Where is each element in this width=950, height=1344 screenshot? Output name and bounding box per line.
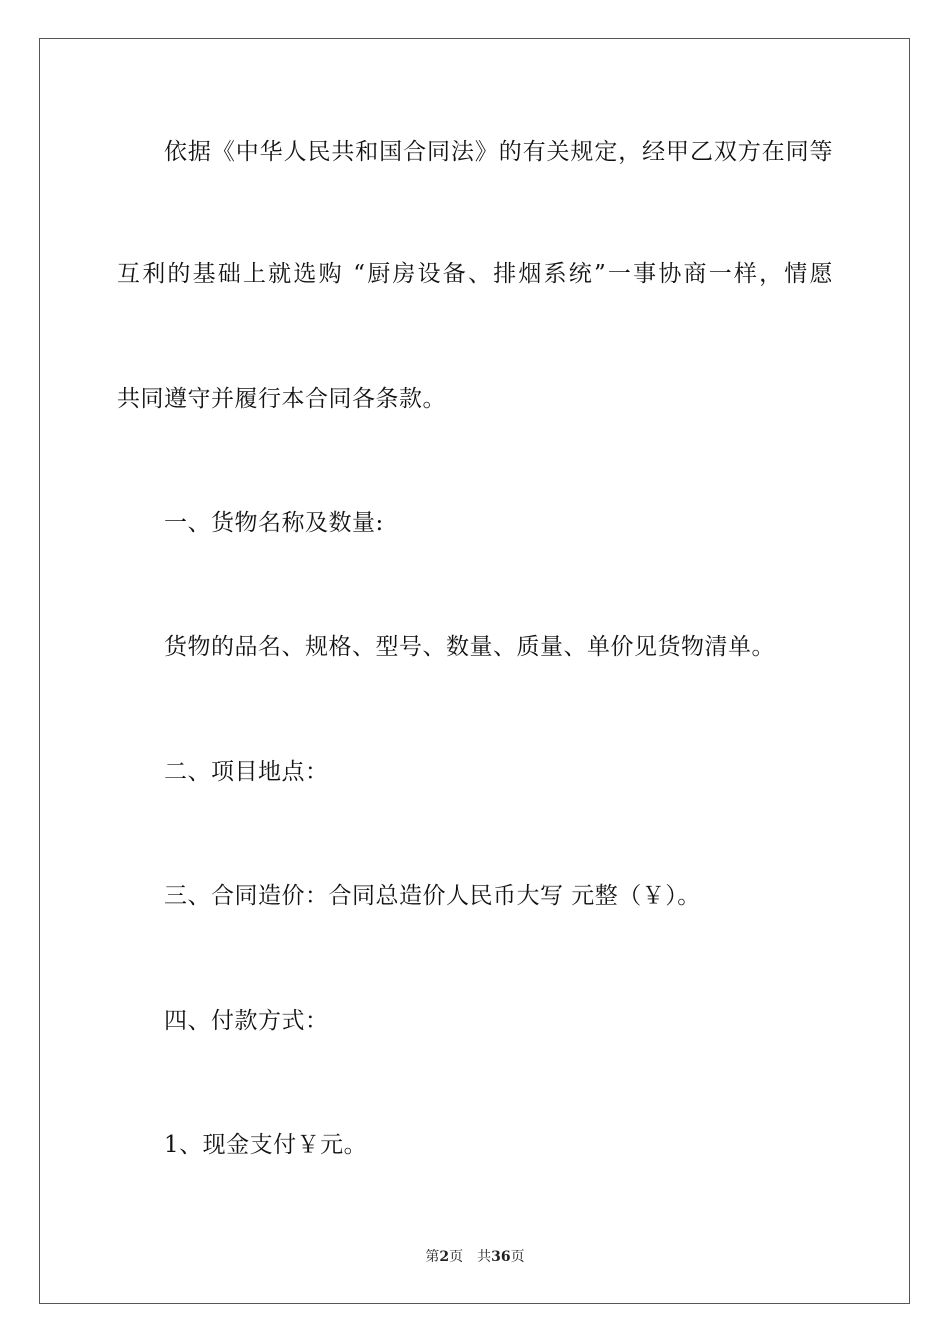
section-1-body: 货物的品名、规格、型号、数量、质量、单价见货物清单。 [164,634,775,660]
section-2-heading: 二、项目地点： [164,759,329,785]
footer-page-number: 2 [439,1249,450,1265]
section-1-heading: 一、货物名称及数量: [164,510,384,536]
page-footer [0,1248,950,1266]
footer-total-pages: 36 [491,1249,511,1265]
footer-page-suffix: 页 [449,1249,464,1265]
intro-line-3: 共同遵守并履行本合同各条款。 [117,386,446,412]
section-3-heading: 三、合同造价：合同总造价人民币大写 元整（￥）。 [164,883,701,909]
section-4-heading: 四、付款方式： [164,1008,329,1034]
footer-total-prefix: 共 [477,1249,492,1265]
intro-line-1: 依据《中华人民共和国合同法》的有关规定，经甲乙双方在同等 [164,139,833,165]
section-4-item-1: 1、现金支付￥元。 [164,1132,368,1158]
page-border [39,38,910,1304]
intro-line-2: 互利的基础上就选购 “厨房设备、排烟系统”一事协商一样，情愿 [117,261,833,287]
footer-page-prefix: 第 [425,1249,440,1265]
footer-total-suffix: 页 [510,1249,525,1265]
